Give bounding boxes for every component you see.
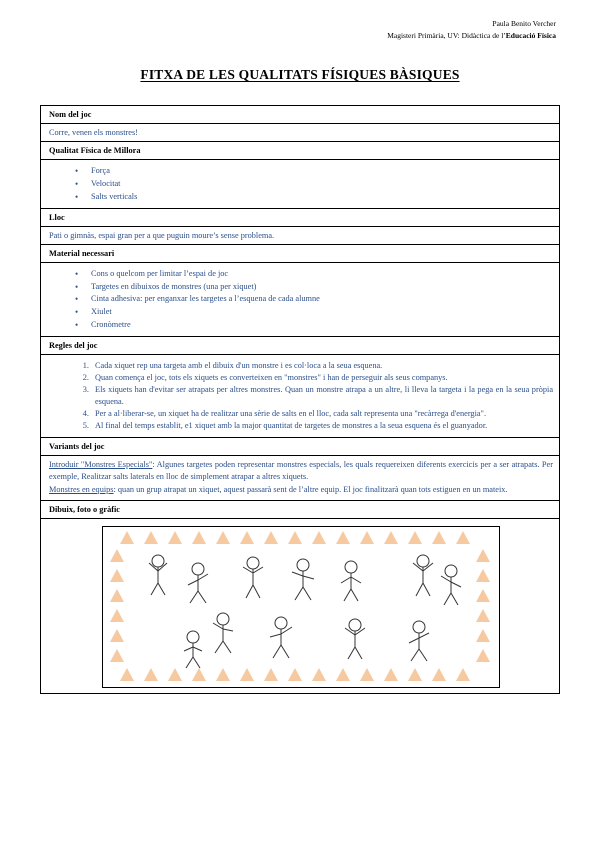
list-item: 2. Quan comença el joc, tots els xiquets es converteixen en "monstres" i han de perseguir als seus companys. bbox=[91, 372, 553, 383]
list-material bbox=[41, 263, 560, 337]
table-row bbox=[41, 124, 560, 142]
author-name: Paula Benito Vercher bbox=[492, 19, 556, 28]
table-row bbox=[41, 106, 560, 124]
orange-triangle-border bbox=[110, 531, 490, 681]
section-heading-dibuix: Dibuix, foto o gràfic bbox=[41, 501, 560, 519]
course-emphasis: Educació Física bbox=[505, 30, 556, 40]
variant-paragraph-2 bbox=[49, 484, 553, 495]
list-item: • Força bbox=[91, 165, 553, 176]
table-row bbox=[41, 263, 560, 337]
fitxa-table bbox=[40, 105, 560, 694]
list-item: • Cronòmetre bbox=[91, 319, 553, 330]
table-row bbox=[41, 438, 560, 456]
table-row bbox=[41, 519, 560, 694]
variant-1-label: Introduir "Monstres Especials" bbox=[49, 460, 153, 470]
list-regles bbox=[41, 354, 560, 437]
list-item: 3. Els xiquets han d'evitar ser atrapats per altres monstres. Quan un monstre atrapa a un altre, li lleva la targeta i la pega en la seua pròpia esquena. bbox=[91, 384, 553, 406]
table-row bbox=[41, 208, 560, 226]
list-item: 5. Al final del temps establit, e1 xiquet amb la major quantitat de targetes de monstres a la seua esquena és el guanyador. bbox=[91, 420, 553, 431]
page-title: FITXA DE LES QUALITATS FÍSIQUES BÀSIQUES bbox=[140, 67, 460, 83]
variant-2-text: : quan un grup atrapat un xiquet, aquest passarà sent de l’altre equip. El joc finalitzarà quan tots estiguen en un mateix. bbox=[113, 485, 508, 494]
section-heading-nom-del-joc: Nom del joc bbox=[41, 106, 560, 124]
list-qualitat bbox=[41, 160, 560, 209]
table-row bbox=[41, 456, 560, 501]
stick-figures-illustration bbox=[103, 527, 499, 687]
list-item: • Salts verticals bbox=[91, 191, 553, 202]
material-bullet-list bbox=[49, 268, 553, 330]
list-item: 1. Cada xiquet rep una targeta amb el dibuix d'un monstre i es col·loca a la seua esquena. bbox=[91, 360, 553, 371]
section-heading-qualitat: Qualitat Física de Millora bbox=[41, 142, 560, 160]
drawing-cell bbox=[41, 519, 560, 694]
table-row bbox=[41, 226, 560, 244]
course-prefix: Magisteri Primària, UV: Didàctica de l’ bbox=[387, 30, 506, 40]
variants-content bbox=[41, 456, 560, 501]
regles-ordered-list bbox=[49, 360, 553, 431]
table-row bbox=[41, 501, 560, 519]
qualitat-bullet-list bbox=[49, 165, 553, 202]
list-item: • Cinta adhesiva: per enganxar les targetes a l’esquena de cada alumne bbox=[91, 293, 553, 304]
list-item: • Velocitat bbox=[91, 178, 553, 189]
table-row bbox=[41, 244, 560, 262]
table-row bbox=[41, 336, 560, 354]
variant-2-label: Monstres en equips bbox=[49, 485, 114, 494]
list-item: • Cons o quelcom per limitar l’espai de joc bbox=[91, 268, 553, 279]
section-heading-variants: Variants del joc bbox=[41, 438, 560, 456]
section-heading-material: Material necessari bbox=[41, 244, 560, 262]
course-line bbox=[40, 30, 556, 42]
drawing-frame bbox=[102, 526, 500, 688]
variant-paragraph-1 bbox=[49, 459, 553, 482]
section-heading-lloc: Lloc bbox=[41, 208, 560, 226]
document-header bbox=[40, 18, 560, 41]
list-item: • Xiulet bbox=[91, 306, 553, 317]
value-nom-del-joc: Corre, venen els monstres! bbox=[41, 124, 560, 142]
variant-1-text: : Algunes targetes poden representar monstres especials, les quals requereixen diferents exercicis per a ser atrapats. Per exemple, Realitzar salts laterals en lloc de simplement atrapar a altres xiquets. bbox=[49, 460, 553, 481]
table-row bbox=[41, 160, 560, 209]
table-row bbox=[41, 142, 560, 160]
stick-figure-group bbox=[149, 555, 461, 668]
list-item: 4. Per a al·liberar-se, un xiquet ha de realitzar una sèrie de salts en el lloc, cada salt representa una "recàrrega d'energia". bbox=[91, 408, 553, 419]
list-item: • Targetes en dibuixos de monstres (una per xiquet) bbox=[91, 281, 553, 292]
table-row bbox=[41, 354, 560, 437]
section-heading-regles: Regles del joc bbox=[41, 336, 560, 354]
value-lloc: Pati o gimnàs, espai gran per a que puguin moure’s sense problema. bbox=[41, 226, 560, 244]
